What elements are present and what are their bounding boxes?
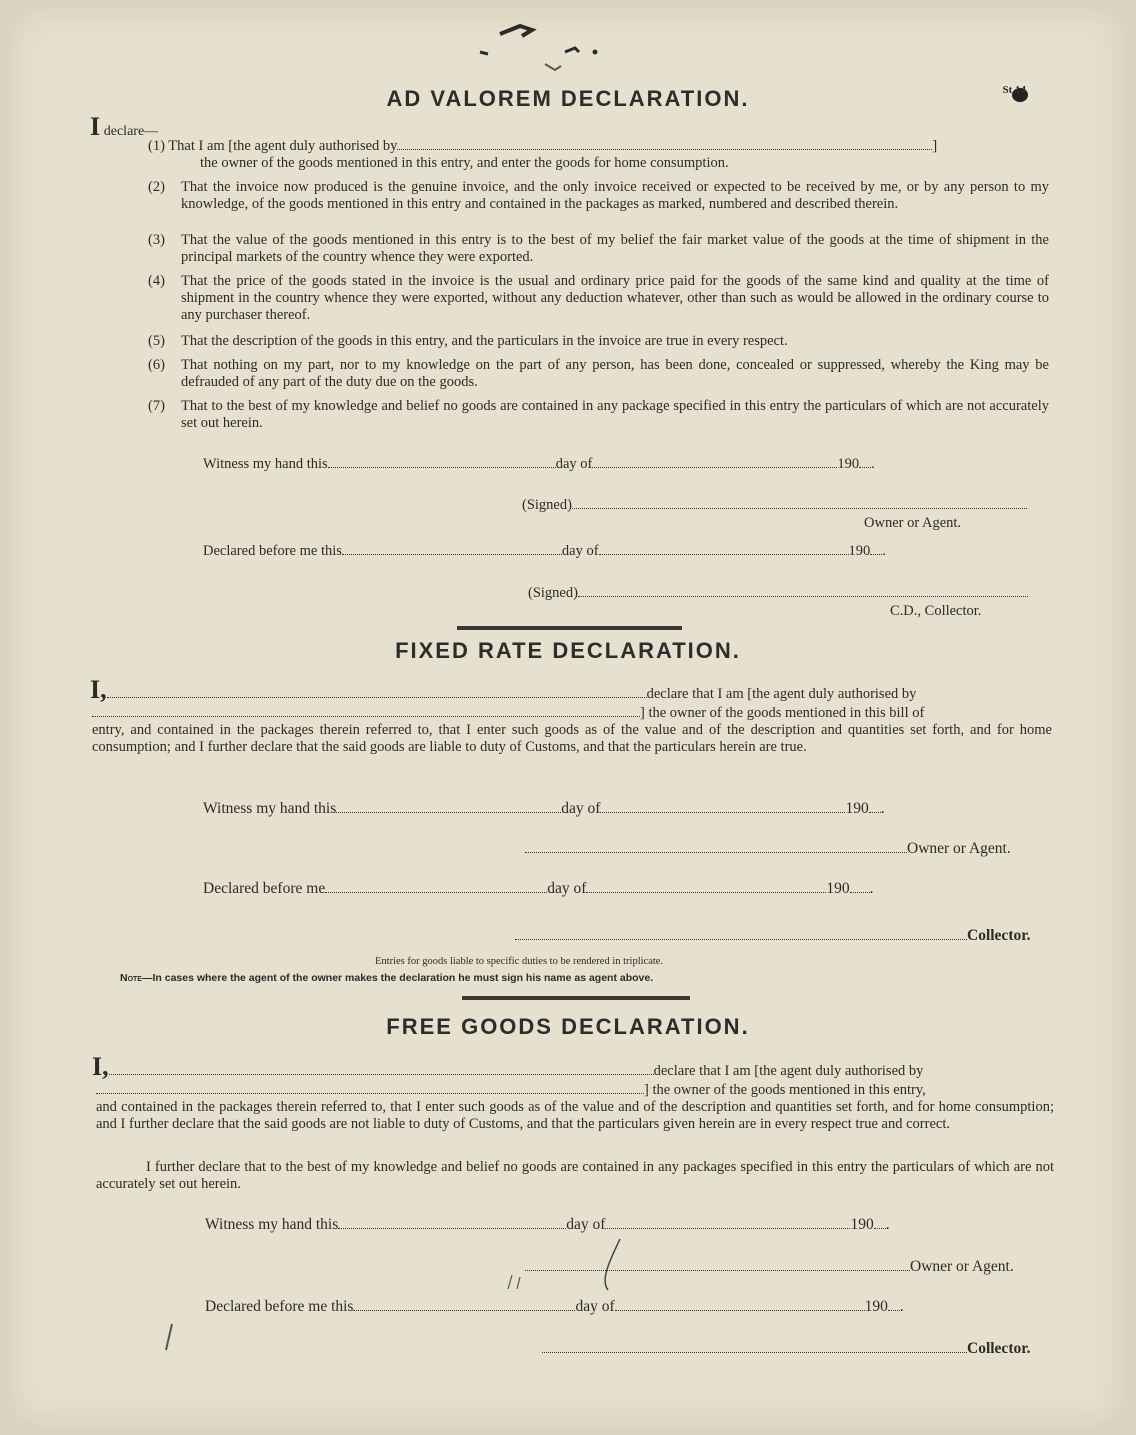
signed2-label: (Signed): [528, 585, 578, 601]
clause-4-text: That the price of the goods stated in the invoice is the usual and ordinary price paid for the goods of the same kind and quality at the time of shipment in the country whence they were exported, without any deduction whatever, other than such as would be allowed in the ordinary course to any purchaser thereof.: [181, 273, 1049, 323]
clause-3: [148, 232, 1049, 266]
fixed-rate-line1: [90, 675, 916, 705]
fixed-rate-body: entry, and contained in the packages therein referred to, that I enter such goods as of the value and of the description and quantities set forth, and for home consumption; and I further declare that the said goods are liable to duty of Customs, and that the particulars herein are true.: [92, 722, 1052, 755]
free-witness-day-blank[interactable]: [338, 1227, 566, 1229]
fixed-declared-day-of: day of: [547, 880, 587, 897]
fixed-declared-year: 190: [826, 880, 850, 897]
witness-year-blank[interactable]: [859, 466, 871, 468]
clause-7-text: That to the best of my knowledge and belief no goods are contained in any package specified in this entry the particulars of which are not accurately set out herein.: [181, 398, 1049, 431]
free-name-blank[interactable]: [109, 1073, 654, 1075]
declared-year-blank[interactable]: [870, 553, 882, 555]
clause-5-text: That the description of the goods in this entry, and the particulars in the invoice are true in every respect.: [181, 333, 788, 349]
free-witness-day-of: day of: [566, 1216, 606, 1233]
fixed-witness-day-of: day of: [561, 800, 601, 817]
fixed-rate-heading: FIXED RATE DECLARATION.: [395, 638, 741, 663]
declared-year: 190: [848, 543, 871, 559]
fixed-witness-label: Witness my hand this: [203, 800, 337, 817]
clause-7: [148, 398, 1049, 432]
declared-period: .: [882, 543, 886, 559]
form-reference: St 14: [1002, 84, 1026, 96]
signed-collector-blank[interactable]: [578, 595, 1028, 597]
fixed-witness-day-blank[interactable]: [336, 811, 561, 813]
fixed-owner-sign-blank[interactable]: [525, 851, 907, 853]
free-declared-day-of: day of: [575, 1298, 615, 1315]
free-declared-year: 190: [864, 1298, 888, 1315]
clause-1-line2: the owner of the goods mentioned in this entry, and enter the goods for home consumption.: [200, 155, 729, 171]
fixed-collector-line: [515, 927, 1031, 945]
free-goods-body: and contained in the packages therein referred to, that I enter such goods as of the value and of the description and quantities set forth, and for home consumption; and I further declare that the said goods are not liable to duty of Customs, and that the particulars given herein are in every respect true and correct.: [96, 1099, 1054, 1132]
ink-mark-graphic: [470, 12, 620, 72]
section-divider: [457, 626, 682, 630]
ad-valorem-signed2-line: [528, 585, 1028, 602]
free-owner-caption: Owner or Agent.: [910, 1258, 1014, 1275]
fixed-witness-year: 190: [845, 800, 869, 817]
fixed-declared-period: .: [869, 880, 874, 897]
free-declared-month-blank[interactable]: [615, 1309, 865, 1311]
section-divider-2: [462, 996, 690, 1000]
declared-day-of: day of: [561, 543, 599, 559]
agent-note: [120, 972, 653, 984]
clause-7-num: (7): [148, 398, 165, 414]
note-text: —In cases where the agent of the owner makes the declaration he must sign his name as agent above.: [141, 972, 654, 984]
intro-declare: declare—: [103, 124, 159, 139]
free-goods-line2: [96, 1082, 926, 1099]
clause-2-text: That the invoice now produced is the genuine invoice, and the only invoice received or expected to be received by me, or by any person to my knowledge, of the goods mentioned in this entry and contained in the packages as marked, numbered and described therein.: [181, 179, 1049, 212]
owner-or-agent-caption: Owner or Agent.: [864, 515, 962, 531]
free-witness-year: 190: [850, 1216, 874, 1233]
fixed-declared-day-blank[interactable]: [325, 891, 547, 893]
fixed-declared-month-blank[interactable]: [586, 891, 826, 893]
free-line1-tail: declare that I am [the agent duly authorised by: [653, 1063, 924, 1079]
free-declared-label: Declared before me this: [205, 1298, 354, 1315]
witness-period: .: [871, 456, 875, 472]
free-witness-label: Witness my hand this: [205, 1216, 339, 1233]
fixed-owner-blank[interactable]: [92, 715, 640, 717]
fixed-witness-line: [203, 800, 885, 818]
collector-caption: C.D., Collector.: [890, 603, 982, 619]
fixed-collector-blank[interactable]: [515, 938, 967, 940]
free-big-i: I,: [92, 1052, 109, 1081]
free-declared-period: .: [899, 1298, 904, 1315]
free-goods-line1: [92, 1052, 923, 1082]
clause-1-text-a: That I am [the agent duly authorised by: [168, 138, 398, 154]
clause-5: [148, 333, 1049, 350]
fixed-big-i: I,: [90, 675, 107, 704]
fixed-declared-year-blank[interactable]: [850, 891, 870, 893]
free-witness-line: [205, 1216, 890, 1234]
declared-label: Declared before me this: [203, 543, 342, 559]
witness-label: Witness my hand this: [203, 456, 328, 472]
free-declared-year-blank[interactable]: [888, 1309, 900, 1311]
free-collector-line: [542, 1340, 1031, 1358]
ad-valorem-witness-line: [203, 456, 875, 473]
clause-1-num: (1): [148, 138, 165, 154]
ad-valorem-declared-line: [203, 543, 886, 560]
fixed-declared-label: Declared before me: [203, 880, 326, 897]
pencil-tick-graphic: [150, 1320, 190, 1360]
clause-3-num: (3): [148, 232, 165, 248]
free-collector-caption: Collector.: [967, 1340, 1031, 1357]
signed-label: (Signed): [522, 497, 572, 513]
declared-month-blank[interactable]: [599, 553, 849, 555]
clause-2: [148, 179, 1049, 213]
clause-2-num: (2): [148, 179, 165, 195]
fixed-rate-line2: [92, 705, 924, 722]
fixed-declared-line: [203, 880, 874, 898]
fixed-collector-caption: Collector.: [967, 927, 1031, 944]
free-collector-blank[interactable]: [542, 1351, 967, 1353]
clause-6-num: (6): [148, 357, 165, 373]
note-label: Note: [120, 972, 142, 984]
free-goods-further: I further declare that to the best of my knowledge and belief no goods are contained in any packages specified in this entry the particulars of which are not accurately set out herein.: [96, 1159, 1054, 1192]
free-goods-heading: FREE GOODS DECLARATION.: [386, 1014, 750, 1039]
ad-valorem-heading: AD VALOREM DECLARATION.: [386, 86, 750, 111]
clause-6: [148, 357, 1049, 391]
free-declared-day-blank[interactable]: [353, 1309, 575, 1311]
clause-4-num: (4): [148, 273, 165, 289]
triplicate-note: Entries for goods liable to specific duties to be rendered in triplicate.: [375, 956, 664, 967]
fixed-owner-caption: Owner or Agent.: [907, 840, 1011, 857]
clause-6-text: That nothing on my part, nor to my knowledge on the part of any person, has been done, concealed or suppressed, whereby the King may be defrauded of any part of the duty due on the goods.: [181, 357, 1049, 390]
fixed-witness-year-blank[interactable]: [869, 811, 881, 813]
witness-day-of: day of: [555, 456, 593, 472]
free-witness-month-blank[interactable]: [605, 1227, 850, 1229]
witness-day-blank[interactable]: [328, 466, 556, 468]
free-line2-tail: ] the owner of the goods mentioned in this entry,: [644, 1082, 926, 1098]
declared-day-blank[interactable]: [342, 553, 562, 555]
ad-valorem-signed-line: [522, 497, 1027, 514]
free-owner-blank[interactable]: [96, 1092, 644, 1094]
clause-1-close: ]: [932, 138, 938, 154]
fixed-line1-tail: declare that I am [the agent duly authorised by: [646, 686, 917, 702]
clause-1-blank[interactable]: [397, 148, 932, 150]
fixed-owner-line: [525, 840, 1011, 858]
clause-4: [148, 273, 1049, 324]
clause-3-text: That the value of the goods mentioned in this entry is to the best of my belief the fair market value of the goods at the time of shipment in the principal markets of the country whence they were exported.: [181, 232, 1049, 265]
fixed-witness-period: .: [880, 800, 885, 817]
clause-5-num: (5): [148, 333, 165, 349]
free-witness-period: .: [885, 1216, 890, 1233]
clause-1-line1: [148, 138, 937, 155]
witness-year: 190: [837, 456, 860, 472]
free-witness-year-blank[interactable]: [874, 1227, 886, 1229]
fixed-line2-tail: ] the owner of the goods mentioned in this bill of: [640, 705, 925, 721]
witness-month-blank[interactable]: [592, 466, 837, 468]
pencil-mark-graphic: [500, 1235, 640, 1305]
signed-owner-blank[interactable]: [572, 507, 1027, 509]
fixed-name-blank[interactable]: [107, 696, 647, 698]
intro-big-i: I: [90, 112, 101, 141]
fixed-witness-month-blank[interactable]: [600, 811, 845, 813]
